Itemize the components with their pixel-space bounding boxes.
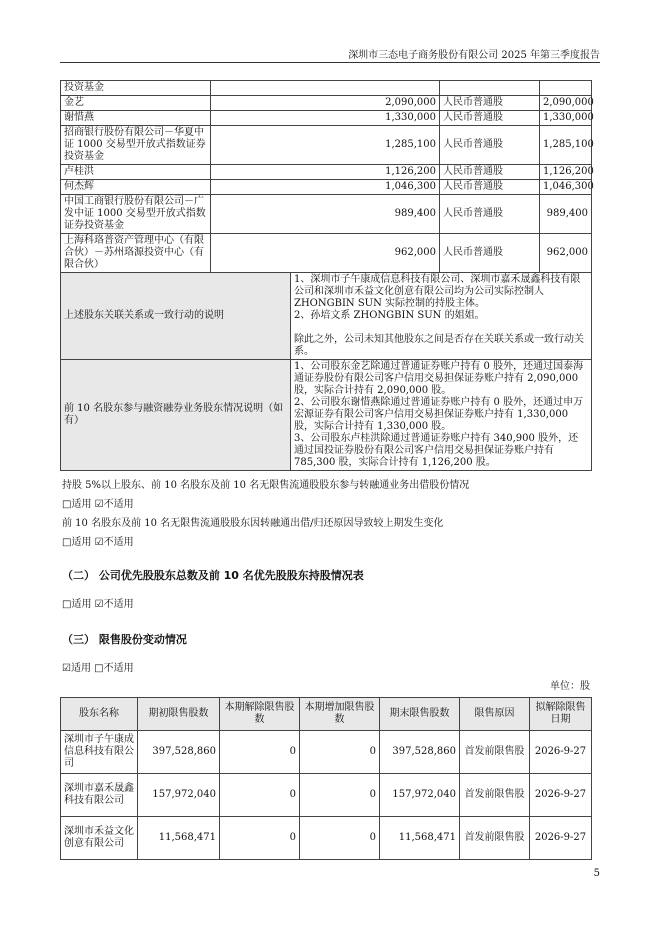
column-header: 本期解除限售股数 [220,698,300,731]
shares-cell: 989,400 [211,195,440,234]
share-count-cell: 1,330,000 [540,111,592,126]
share-count-cell: 1,046,300 [540,180,592,195]
shareholder-name-cell: 深圳市子午康成信息科技有限公司 [61,731,138,774]
header-divider [60,62,600,63]
shareholder-name-cell: 上海科珞普资产管理中心（有限合伙）－苏州珞源投资中心（有限合伙） [61,234,211,273]
share-type-cell: 人民币普通股 [440,165,540,180]
table-row [61,81,592,96]
end-shares-cell: 157,972,040 [380,774,460,817]
shareholder-name-cell: 招商银行股份有限公司－华夏中证 1000 交易型开放式指数证券投资基金 [61,126,211,165]
column-header: 期末限售股数 [380,698,460,731]
table-row [61,111,592,126]
shareholder-name-cell: 投资基金 [61,81,211,96]
shareholder-name-cell: 谢惜燕 [61,111,211,126]
lending-checkbox-text: □适用 ☑不适用 [62,499,134,510]
shares-cell: 962,000 [211,234,440,273]
table-row [61,195,592,234]
page-header-title: 深圳市三态电子商务股份有限公司 2025 年第三季度报告 [348,50,600,61]
begin-shares-cell: 157,972,040 [138,774,220,817]
released-shares-cell: 0 [220,774,300,817]
column-header: 本期增加限售股数 [300,698,380,731]
margin-content-cell [291,360,592,471]
share-type-cell: 人民币普通股 [440,96,540,111]
reason-cell: 首发前限售股 [460,817,530,860]
relation-row [61,273,592,360]
shares-cell: 1,285,100 [211,126,440,165]
share-count-cell: 1,126,200 [540,165,592,180]
margin-label-cell: 前 10 名股东参与融资融券业务股东情况说明（如有） [61,360,291,471]
unit-label: 单位：股 [550,681,590,692]
shareholder-name-cell: 何杰辉 [61,180,211,195]
added-shares-cell: 0 [300,817,380,860]
share-type-cell: 人民币普通股 [440,195,540,234]
shares-cell: 1,126,200 [211,165,440,180]
share-count-cell [540,81,592,96]
release-date-cell: 2026-9-27 [530,817,592,860]
column-header: 拟解除限售日期 [530,698,592,731]
added-shares-cell: 0 [300,731,380,774]
page-number: 5 [593,868,600,879]
begin-shares-cell: 397,528,860 [138,731,220,774]
table-row [61,774,592,817]
change-checkbox-text: □适用 ☑不适用 [62,537,134,548]
margin-line-1: 1、公司股东金艺除通过普通证券账户持有 0 股外，还通过国泰海通证券股份有限公司客户信用交易担保证券账户持有 2,090,000 股，实际合计持有 2,090,000 股。 [294,361,584,396]
section-heading-restricted: （三） 限售股份变动情况 [62,633,187,646]
shares-cell: 1,046,300 [211,180,440,195]
column-header: 限售原因 [460,698,530,731]
share-type-cell: 人民币普通股 [440,180,540,195]
shares-cell: 1,330,000 [211,111,440,126]
relation-line-1: 1、深圳市子午康成信息科技有限公司、深圳市嘉禾晟鑫科技有限公司和深圳市禾益文化创意有限公司均为公司实际控制人 ZHONGBIN SUN 实际控制的持股主体。 [294,274,581,309]
table-row [61,96,592,111]
reason-cell: 首发前限售股 [460,731,530,774]
table-row [61,165,592,180]
table-row [61,731,592,774]
table-row [61,180,592,195]
released-shares-cell: 0 [220,817,300,860]
section-heading-preferred: （二） 公司优先股股东总数及前 10 名优先股股东持股情况表 [62,569,364,582]
top-shareholders-table [60,80,592,471]
release-date-cell: 2026-9-27 [530,731,592,774]
end-shares-cell: 397,528,860 [380,731,460,774]
restricted-checkbox-text: ☑适用 □不适用 [62,663,134,674]
change-note: 前 10 名股东及前 10 名无限售流通股股东因转融通出借/归还原因导致较上期发生变化 [62,518,444,529]
margin-line-3: 3、公司股东卢桂洪除通过普通证券账户持有 340,900 股外，还通过国投证券股份有限公司客户信用交易担保证券账户持有 785,300 股，实际合计持有 1,126,200 股。 [294,433,579,468]
shareholder-name-cell: 卢桂洪 [61,165,211,180]
share-type-cell: 人民币普通股 [440,234,540,273]
begin-shares-cell: 11,568,471 [138,817,220,860]
column-header: 股东名称 [61,698,138,731]
added-shares-cell: 0 [300,774,380,817]
shareholder-name-cell: 深圳市嘉禾晟鑫科技有限公司 [61,774,138,817]
released-shares-cell: 0 [220,731,300,774]
preferred-checkbox-text: □适用 ☑不适用 [62,599,134,610]
reason-cell: 首发前限售股 [460,774,530,817]
share-type-cell [440,81,540,96]
restricted-shares-table [60,697,592,860]
end-shares-cell: 11,568,471 [380,817,460,860]
shares-cell: 2,090,000 [211,96,440,111]
relation-label-cell: 上述股东关联关系或一致行动的说明 [61,273,291,360]
relation-line-3: 除此之外，公司未知其他股东之间是否存在关联关系或一致行动关系。 [294,334,584,357]
release-date-cell: 2026-9-27 [530,774,592,817]
table-row [61,126,592,165]
shares-cell [211,81,440,96]
margin-row [61,360,592,471]
share-count-cell: 989,400 [540,195,592,234]
table-header-row [61,698,592,731]
shareholder-name-cell: 金艺 [61,96,211,111]
shareholder-name-cell: 深圳市禾益文化创意有限公司 [61,817,138,860]
column-header: 期初限售股数 [138,698,220,731]
share-type-cell: 人民币普通股 [440,111,540,126]
margin-line-2: 2、公司股东谢惜燕除通过普通证券账户持有 0 股外，还通过申万宏源证券有限公司客户信用交易担保证券账户持有 1,330,000 股，实际合计持有 1,330,000 股。 [294,397,584,432]
share-count-cell: 1,285,100 [540,126,592,165]
share-type-cell: 人民币普通股 [440,126,540,165]
lending-note: 持股 5%以上股东、前 10 名股东及前 10 名无限售流通股股东参与转融通业务出借股份情况 [62,480,470,491]
table-row [61,817,592,860]
share-count-cell: 962,000 [540,234,592,273]
share-count-cell: 2,090,000 [540,96,592,111]
shareholder-name-cell: 中国工商银行股份有限公司－广发中证 1000 交易型开放式指数证券投资基金 [61,195,211,234]
table-row [61,234,592,273]
relation-line-2: 2、孙培文系 ZHONGBIN SUN 的姐姐。 [294,310,485,321]
relation-content-cell [291,273,592,360]
